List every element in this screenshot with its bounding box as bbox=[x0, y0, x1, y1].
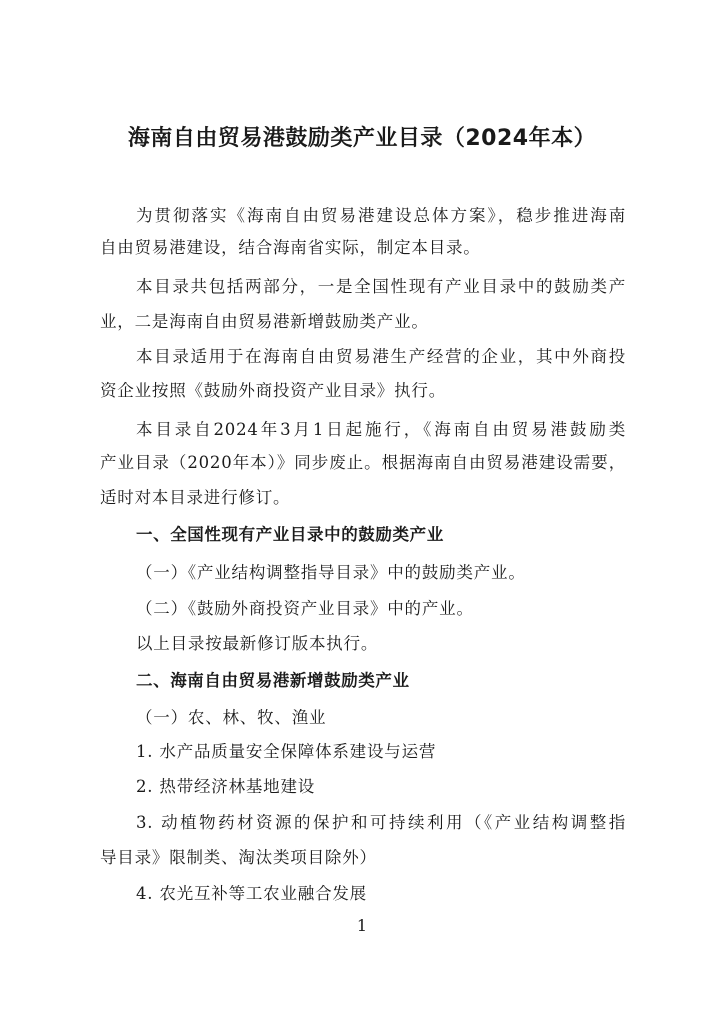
paragraph-4-line-3: 适时对本目录进行修订。 bbox=[100, 488, 291, 507]
list-item-2: 2. 热带经济林基地建设 bbox=[136, 777, 316, 796]
list-item-1: 1. 水产品质量安全保障体系建设与运营 bbox=[136, 742, 437, 761]
section-heading-1: 一、全国性现有产业目录中的鼓励类产业 bbox=[136, 525, 444, 544]
list-item-3-line-2: 导目录》限制类、淘汰类项目除外） bbox=[100, 848, 377, 867]
paragraph-1-line-2: 自由贸易港建设，结合海南省实际，制定本目录。 bbox=[100, 238, 481, 257]
paragraph-1-line-1: 为贯彻落实《海南自由贸易港建设总体方案》，稳步推进海南 bbox=[136, 206, 626, 225]
note-line: 以上目录按最新修订版本执行。 bbox=[136, 634, 379, 653]
document-title: 海南自由贸易港鼓励类产业目录（2024年本） bbox=[127, 126, 597, 151]
paragraph-4-line-1: 本目录自2024年3月1日起施行，《海南自由贸易港鼓励类 bbox=[136, 420, 626, 439]
section-heading-2: 二、海南自由贸易港新增鼓励类产业 bbox=[136, 671, 410, 690]
paragraph-3-line-2: 资企业按照《鼓励外商投资产业目录》执行。 bbox=[100, 381, 446, 400]
list-item-3-line-1: 3. 动植物药材资源的保护和可持续利用（《产业结构调整指 bbox=[136, 813, 626, 832]
item-1-2: （二）《鼓励外商投资产业目录》中的产业。 bbox=[136, 599, 474, 618]
list-item-4: 4. 农光互补等工农业融合发展 bbox=[136, 884, 367, 903]
item-1-1: （一）《产业结构调整指导目录》中的鼓励类产业。 bbox=[136, 563, 526, 582]
paragraph-4-line-2: 产业目录（2020年本）》同步废止。根据海南自由贸易港建设需要， bbox=[100, 453, 626, 472]
paragraph-3-line-1: 本目录适用于在海南自由贸易港生产经营的企业，其中外商投 bbox=[136, 347, 626, 366]
page-number: 1 bbox=[356, 916, 368, 935]
paragraph-2-line-2: 业，二是海南自由贸易港新增鼓励类产业。 bbox=[100, 312, 429, 331]
paragraph-2-line-1: 本目录共包括两部分，一是全国性现有产业目录中的鼓励类产 bbox=[136, 277, 626, 296]
subsection-heading: （一）农、林、牧、渔业 bbox=[136, 708, 327, 727]
